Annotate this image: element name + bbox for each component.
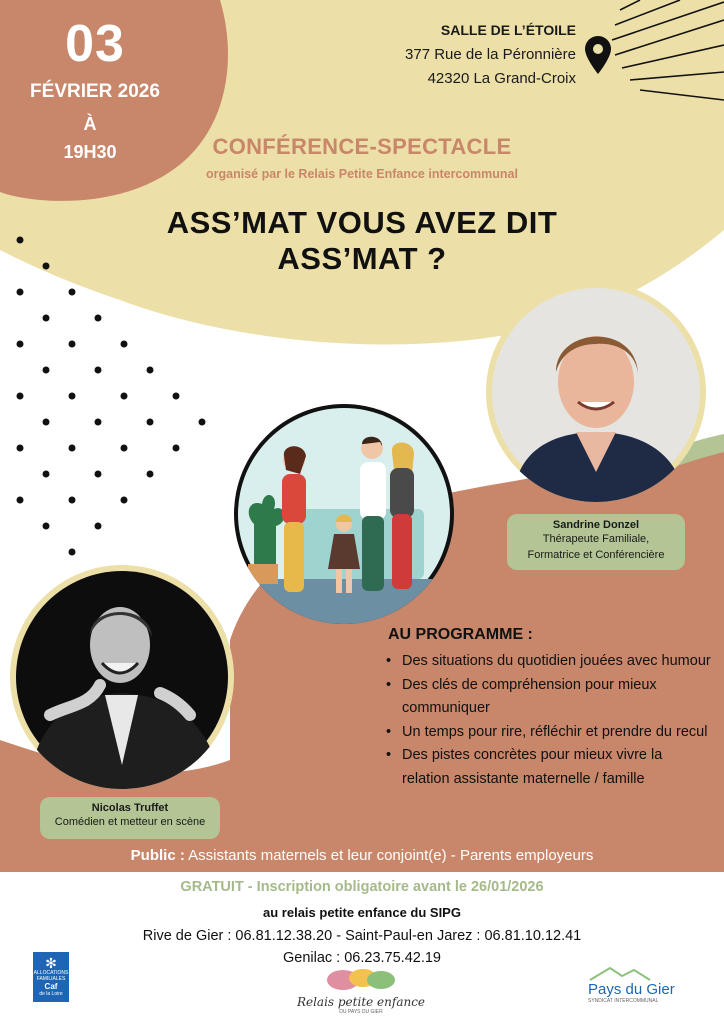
- speaker-card-nicolas: [40, 797, 220, 839]
- program-item: • Des situations du quotidien jouées avec humour: [386, 650, 711, 674]
- program-item: • Des clés de compréhension pour mieux communiquer: [386, 674, 711, 721]
- event-at: À: [83, 114, 97, 134]
- audience-text: Assistants maternels et leur conjoint(e) - Parents employeurs: [188, 847, 594, 864]
- program-list: [386, 650, 711, 791]
- event-month: FÉVRIER 2026: [30, 81, 160, 102]
- portrait-nicolas: [10, 565, 234, 789]
- event-day: 03: [65, 15, 125, 73]
- registration-at: au relais petite enfance du SIPG: [263, 905, 461, 920]
- audience-line: [0, 847, 724, 864]
- phone-line: Genilac : 06.23.75.42.19: [282, 950, 441, 966]
- speaker-card-sandrine: [507, 514, 685, 570]
- phone-line: Rive de Gier : 06.81.12.38.20 - Saint-Paul-en Jarez : 06.81.10.12.41: [142, 928, 582, 944]
- speaker-role: Thérapeute Familiale,: [542, 533, 650, 545]
- speaker-role: Comédien et metteur en scène: [54, 816, 206, 828]
- event-time: 19H30: [63, 142, 117, 162]
- registration-free: GRATUIT - Inscription obligatoire avant le 26/01/2026: [180, 879, 544, 895]
- rpe-bubbles-icon: [321, 968, 401, 990]
- event-title: [0, 205, 724, 277]
- rpe-logo-sub: DU PAYS DU GIER: [339, 1009, 383, 1015]
- venue-city: 42320 La Grand-Croix: [427, 70, 576, 87]
- bullet-icon: •: [386, 653, 392, 669]
- event-title-line1: ASS’MAT VOUS AVEZ DIT: [166, 205, 558, 240]
- event-type: CONFÉRENCE-SPECTACLE: [212, 134, 512, 159]
- caf-logo: ✻ ALLOCATIONS FAMILIALES Caf de la Loire: [33, 952, 69, 1002]
- rpe-logo: [296, 968, 426, 1016]
- program-item: • Un temps pour rire, réfléchir et prendre du recul: [386, 721, 711, 745]
- pays-du-gier-hills-icon: [588, 964, 692, 982]
- speaker-name: Nicolas Truffet: [91, 802, 169, 814]
- venue-name: SALLE DE L’ÉTOILE: [440, 22, 576, 38]
- speaker-photo-sandrine: [486, 282, 706, 502]
- family-illustration: [234, 404, 454, 624]
- bullet-icon: •: [386, 676, 392, 693]
- event-title-line2: ASS’MAT ?: [277, 241, 447, 276]
- speaker-role: Formatrice et Conférencière: [527, 549, 665, 561]
- program-title: AU PROGRAMME :: [388, 626, 533, 643]
- bullet-icon: •: [386, 747, 392, 763]
- audience-label: Public :: [130, 847, 185, 864]
- venue-street: 377 Rue de la Péronnière: [405, 46, 576, 63]
- portrait-sandrine: [486, 282, 706, 502]
- pays-du-gier-sub: SYNDICAT INTERCOMMUNAL: [588, 998, 659, 1004]
- pays-du-gier-text: Pays du Gier: [588, 981, 675, 998]
- location-pin-icon: [585, 36, 611, 74]
- program-item: • Des pistes concrètes pour mieux vivre la relation assistante maternelle / famille: [386, 744, 711, 791]
- family-illustration-art: [234, 404, 454, 624]
- event-organizer: organisé par le Relais Petite Enfance intercommunal: [206, 167, 518, 181]
- registration-phones: [0, 925, 724, 969]
- speaker-name: Sandrine Donzel: [552, 519, 640, 531]
- caf-snowflake-icon: ✻: [45, 955, 57, 971]
- speaker-photo-nicolas: [10, 565, 234, 789]
- rpe-logo-text: Relais petite enfance: [296, 995, 426, 1009]
- pays-du-gier-logo: [588, 964, 692, 1004]
- bullet-icon: •: [386, 723, 392, 740]
